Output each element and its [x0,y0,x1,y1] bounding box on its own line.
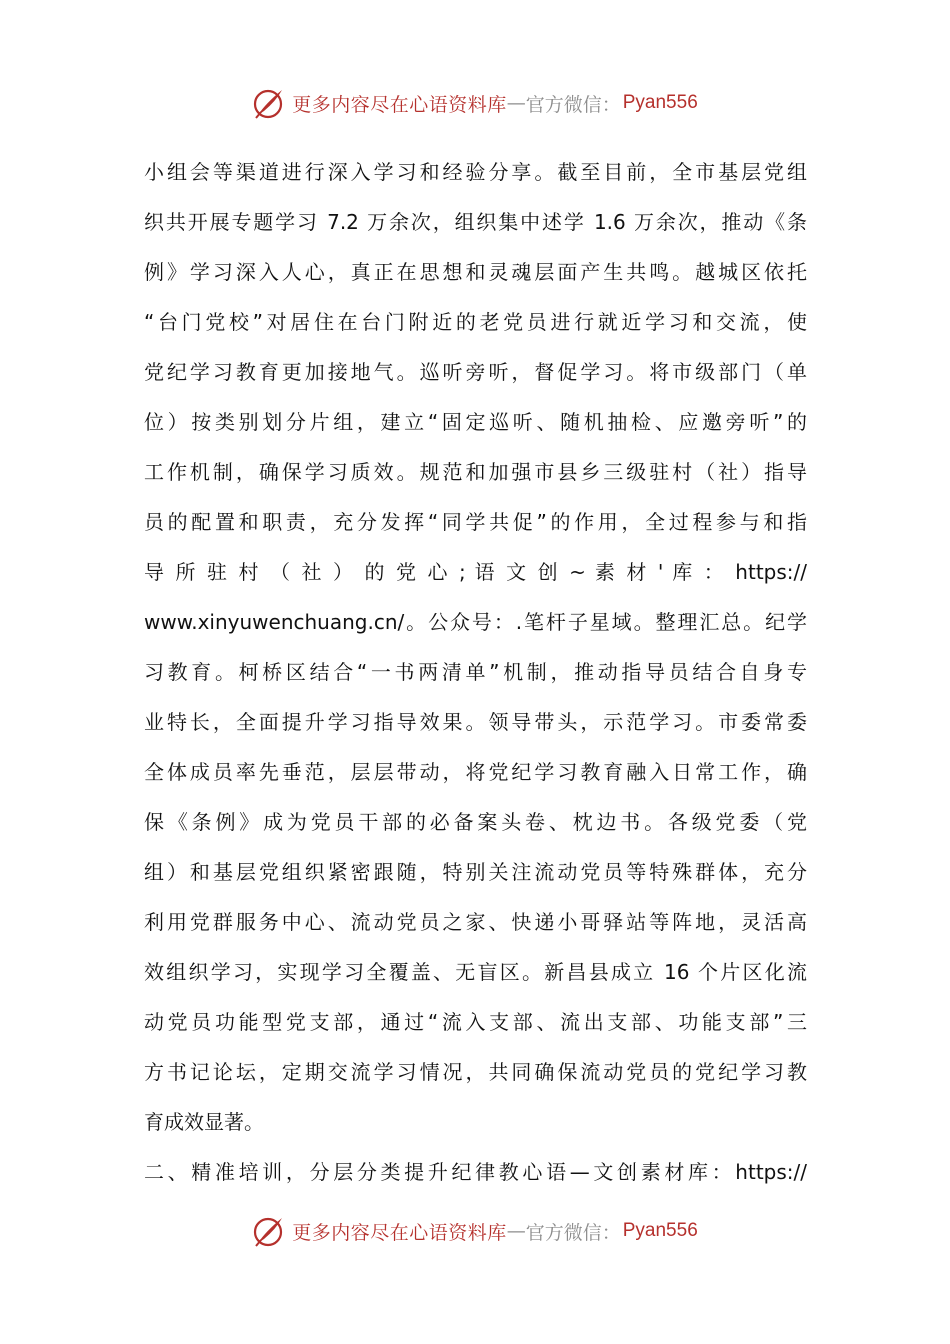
quill-pen-logo-icon [252,1213,288,1249]
body-line: www.xinyuwenchuang.cn/。公众号：.笔杆子星域。整理汇总。纪学 [144,610,807,634]
body-line: 织共开展专题学习 7.2 万余次，组织集中述学 1.6 万余次，推动《条 [144,210,807,234]
body-line: 效组织学习，实现学习全覆盖、无盲区。新昌县成立 16 个片区化流 [144,960,807,984]
body-line: 利用党群服务中心、流动党员之家、快递小哥驿站等阵地，灵活高 [144,910,807,934]
body-line: 例》学习深入人心，真正在思想和灵魂层面产生共鸣。越城区依托 [144,260,807,284]
body-line: 习教育。柯桥区结合“一书两清单”机制，推动指导员结合自身专 [144,660,807,684]
document-body [144,147,807,1197]
section-heading-line: 二、精准培训，分层分类提升纪律教心语—文创素材库：https:// [144,1160,807,1184]
header-wechat-label: 官方微信： [525,93,621,116]
header-separator: — [506,92,526,114]
body-line: 保《条例》成为党员干部的必备案头卷、枕边书。各级党委（党 [144,810,807,834]
footer-wechat-id: Pyan556 [622,1220,698,1241]
body-line: 工作机制，确保学习质效。规范和加强市县乡三级驻村（社）指导 [144,460,807,484]
body-line: 位）按类别划分片组，建立“固定巡听、随机抽检、应邀旁听”的 [144,410,807,434]
body-line: 党纪学习教育更加接地气。巡听旁听，督促学习。将市级部门（单 [144,360,807,384]
footer-banner [0,1211,950,1251]
body-line: 组）和基层党组织紧密跟随，特别关注流动党员等特殊群体，充分 [144,860,807,884]
header-brand: 更多内容尽在心语资料库 [292,93,507,116]
header-banner [0,83,950,123]
body-line: 员的配置和职责，充分发挥“同学共促”的作用，全过程参与和指 [144,510,807,534]
quill-pen-logo-icon [252,85,288,121]
body-line: 方书记论坛，定期交流学习情况，共同确保流动党员的党纪学习教 [144,1060,807,1084]
footer-separator: — [506,1220,526,1242]
footer-brand: 更多内容尽在心语资料库 [292,1221,507,1244]
body-line: 小组会等渠道进行深入学习和经验分享。截至目前，全市基层党组 [144,160,807,184]
body-line: 育成效显著。 [144,1110,264,1134]
body-line: 业特长，全面提升学习指导效果。领导带头，示范学习。市委常委 [144,710,807,734]
body-line: “台门党校”对居住在台门附近的老党员进行就近学习和交流，使 [144,310,807,334]
body-line: 全体成员率先垂范，层层带动，将党纪学习教育融入日常工作，确 [144,760,807,784]
body-line: 动党员功能型党支部，通过“流入支部、流出支部、功能支部”三 [144,1010,807,1034]
footer-wechat-label: 官方微信： [525,1221,621,1244]
body-line: 导 所 驻 村 （ 社 ） 的 党 心 ; 语 文 创 ~ 素 材 ' 库 ： https:// [144,560,807,584]
header-wechat-id: Pyan556 [622,92,698,113]
